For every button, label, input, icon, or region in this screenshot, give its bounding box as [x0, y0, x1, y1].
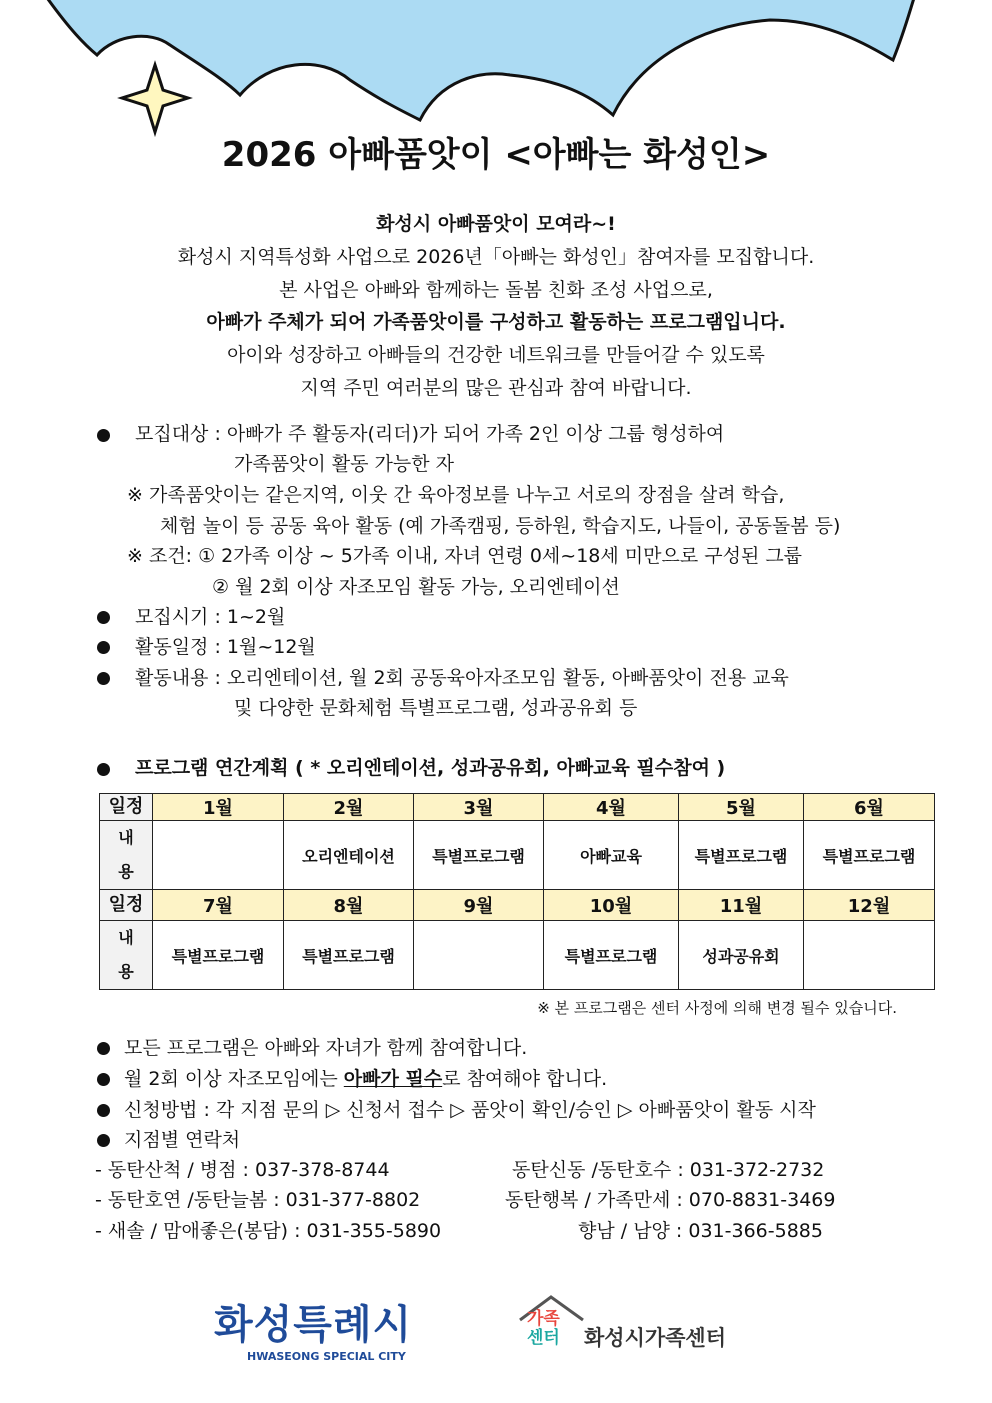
contact-right: 동탄행복 / 가족만세 : 070-8831-3469: [505, 1189, 836, 1211]
center-mark: [527, 1310, 560, 1348]
intro-line: 지역 주민 여러분의 많은 관심과 참여 바랍니다.: [300, 377, 692, 399]
content-label-2: 용: [118, 862, 134, 881]
contact-left: - 동탄산척 / 병점 : 037-378-8744: [95, 1159, 390, 1181]
hwaseong-city-logo: [214, 1300, 429, 1363]
condition-text: ② 월 2회 이상 자조모임 활동 가능, 오리엔테이션: [212, 576, 620, 598]
contact-right: 향남 / 남양 : 031-366-5885: [578, 1220, 823, 1242]
intro-headline: 화성시 아빠품앗이 모여라~!: [376, 213, 616, 235]
intro-line: 화성시 지역특성화 사업으로 2026년「아빠는 화성인」참여자를 모집합니다.: [177, 246, 815, 268]
month-cell: 8월: [284, 890, 414, 921]
city-logo-text: 화성특례시: [214, 1302, 413, 1348]
target-text-cont: 가족품앗이 활동 가능한 자: [234, 453, 455, 475]
content-cell: 특별프로그램: [804, 821, 935, 890]
city-logo-subtitle: HWASEONG SPECIAL CITY: [247, 1350, 406, 1363]
month-cell: 1월: [153, 794, 284, 821]
contact-right: 동탄신동 /동탄호수 : 031-372-2732: [512, 1159, 825, 1181]
table-row: [100, 921, 935, 990]
month-cell: 3월: [414, 794, 544, 821]
intro-line: 본 사업은 아빠와 함께하는 돌봄 친화 조성 사업으로,: [279, 279, 713, 301]
target-text: 모집대상 : 아빠가 주 활동자(리더)가 되어 가족 2인 이상 그룹 형성하여: [135, 423, 725, 445]
star-icon: [122, 65, 188, 132]
contact-left: - 동탄호연 /동탄늘봄 : 031-377-8802: [95, 1189, 421, 1211]
page-title: 2026 아빠품앗이 <아빠는 화성인>: [221, 135, 771, 175]
contact-left: - 새솔 / 맘애좋은(봉담) : 031-355-5890: [95, 1220, 442, 1242]
month-cell: 5월: [679, 794, 804, 821]
bullet-icon: [97, 429, 110, 442]
schedule-label: 일정: [100, 890, 153, 921]
content-cell: 오리엔테이션: [284, 821, 414, 890]
month-cell: 2월: [284, 794, 414, 821]
center-name: 화성시가족센터: [584, 1326, 727, 1350]
content-cell: 특별프로그램: [284, 921, 414, 990]
content-label-1: 내: [118, 828, 134, 847]
content-label-2: 용: [118, 962, 134, 981]
month-cell: 6월: [804, 794, 935, 821]
notice-text: [124, 1067, 607, 1091]
table-row: [100, 821, 935, 890]
content-cell: [153, 821, 284, 890]
content-cell: 특별프로그램: [414, 821, 544, 890]
intro-line: 아이와 성장하고 아빠들의 건강한 네트워크를 만들어갈 수 있도록: [227, 344, 765, 366]
schedule-text: 활동일정 : 1월~12월: [135, 636, 316, 658]
notice-emphasis: 아빠가 필수: [343, 1068, 443, 1090]
content-cell: 특별프로그램: [679, 821, 804, 890]
content-cell: 특별프로그램: [153, 921, 284, 990]
month-cell: 11월: [679, 890, 804, 921]
content-label: [100, 821, 153, 890]
month-cell: 9월: [414, 890, 544, 921]
notice-text: 모든 프로그램은 아빠와 자녀가 함께 참여합니다.: [124, 1037, 528, 1059]
bullet-icon: [97, 1073, 110, 1086]
content-text: 활동내용 : 오리엔테이션, 월 2회 공동육아자조모임 활동, 아빠품앗이 전용 교육: [135, 667, 789, 689]
content-cell: 성과공유회: [679, 921, 804, 990]
content-label-1: 내: [118, 928, 134, 947]
program-heading: 프로그램 연간계획 ( * 오리엔테이션, 성과공유회, 아빠교육 필수참여 ): [135, 757, 726, 779]
content-text-cont: 및 다양한 문화체험 특별프로그램, 성과공유회 등: [234, 697, 638, 719]
note-text: 체험 놀이 등 공동 육아 활동 (예 가족캠핑, 등하원, 학습지도, 나들이, 공동돌봄 등): [160, 515, 841, 537]
month-cell: 12월: [804, 890, 935, 921]
schedule-label: 일정: [100, 794, 153, 821]
notice-part: 월 2회 이상 자조모임에는: [124, 1068, 344, 1090]
bullet-icon: [97, 1104, 110, 1117]
program-schedule-table: [99, 793, 935, 990]
table-row: [100, 794, 935, 821]
table-row: [100, 890, 935, 921]
bullet-icon: [97, 1042, 110, 1055]
content-cell: 아빠교육: [544, 821, 679, 890]
bullet-icon: [97, 763, 110, 776]
content-label: [100, 921, 153, 990]
month-cell: 10월: [544, 890, 679, 921]
intro-line-emphasis: 아빠가 주체가 되어 가족품앗이를 구성하고 활동하는 프로그램입니다.: [206, 311, 786, 333]
bullet-icon: [97, 672, 110, 685]
bullet-icon: [97, 1134, 110, 1147]
condition-text: ※ 조건: ① 2가족 이상 ~ 5가족 이내, 자녀 연령 0세~18세 미만으로 구성된 그룹: [127, 545, 803, 567]
period-text: 모집시기 : 1~2월: [135, 606, 286, 628]
bullet-icon: [97, 641, 110, 654]
center-mark-bottom: 센터: [527, 1328, 560, 1348]
contacts-heading: 지점별 연락처: [124, 1129, 241, 1151]
family-center-logo: [517, 1294, 747, 1364]
program-change-note: ※ 본 프로그램은 센터 사정에 의해 변경 될수 있습니다.: [537, 999, 897, 1017]
month-cell: 4월: [544, 794, 679, 821]
center-mark-top: 가족: [527, 1309, 560, 1329]
note-text: ※ 가족품앗이는 같은지역, 이웃 간 육아정보를 나누고 서로의 장점을 살려 학습,: [127, 484, 785, 506]
content-cell: [804, 921, 935, 990]
month-cell: 7월: [153, 890, 284, 921]
application-method-text: 신청방법 : 각 지점 문의 ▷ 신청서 접수 ▷ 품앗이 확인/승인 ▷ 아빠품앗이 활동 시작: [124, 1099, 816, 1121]
notice-part: 로 참여해야 합니다.: [442, 1068, 608, 1090]
content-cell: [414, 921, 544, 990]
bullet-icon: [97, 611, 110, 624]
content-cell: 특별프로그램: [544, 921, 679, 990]
